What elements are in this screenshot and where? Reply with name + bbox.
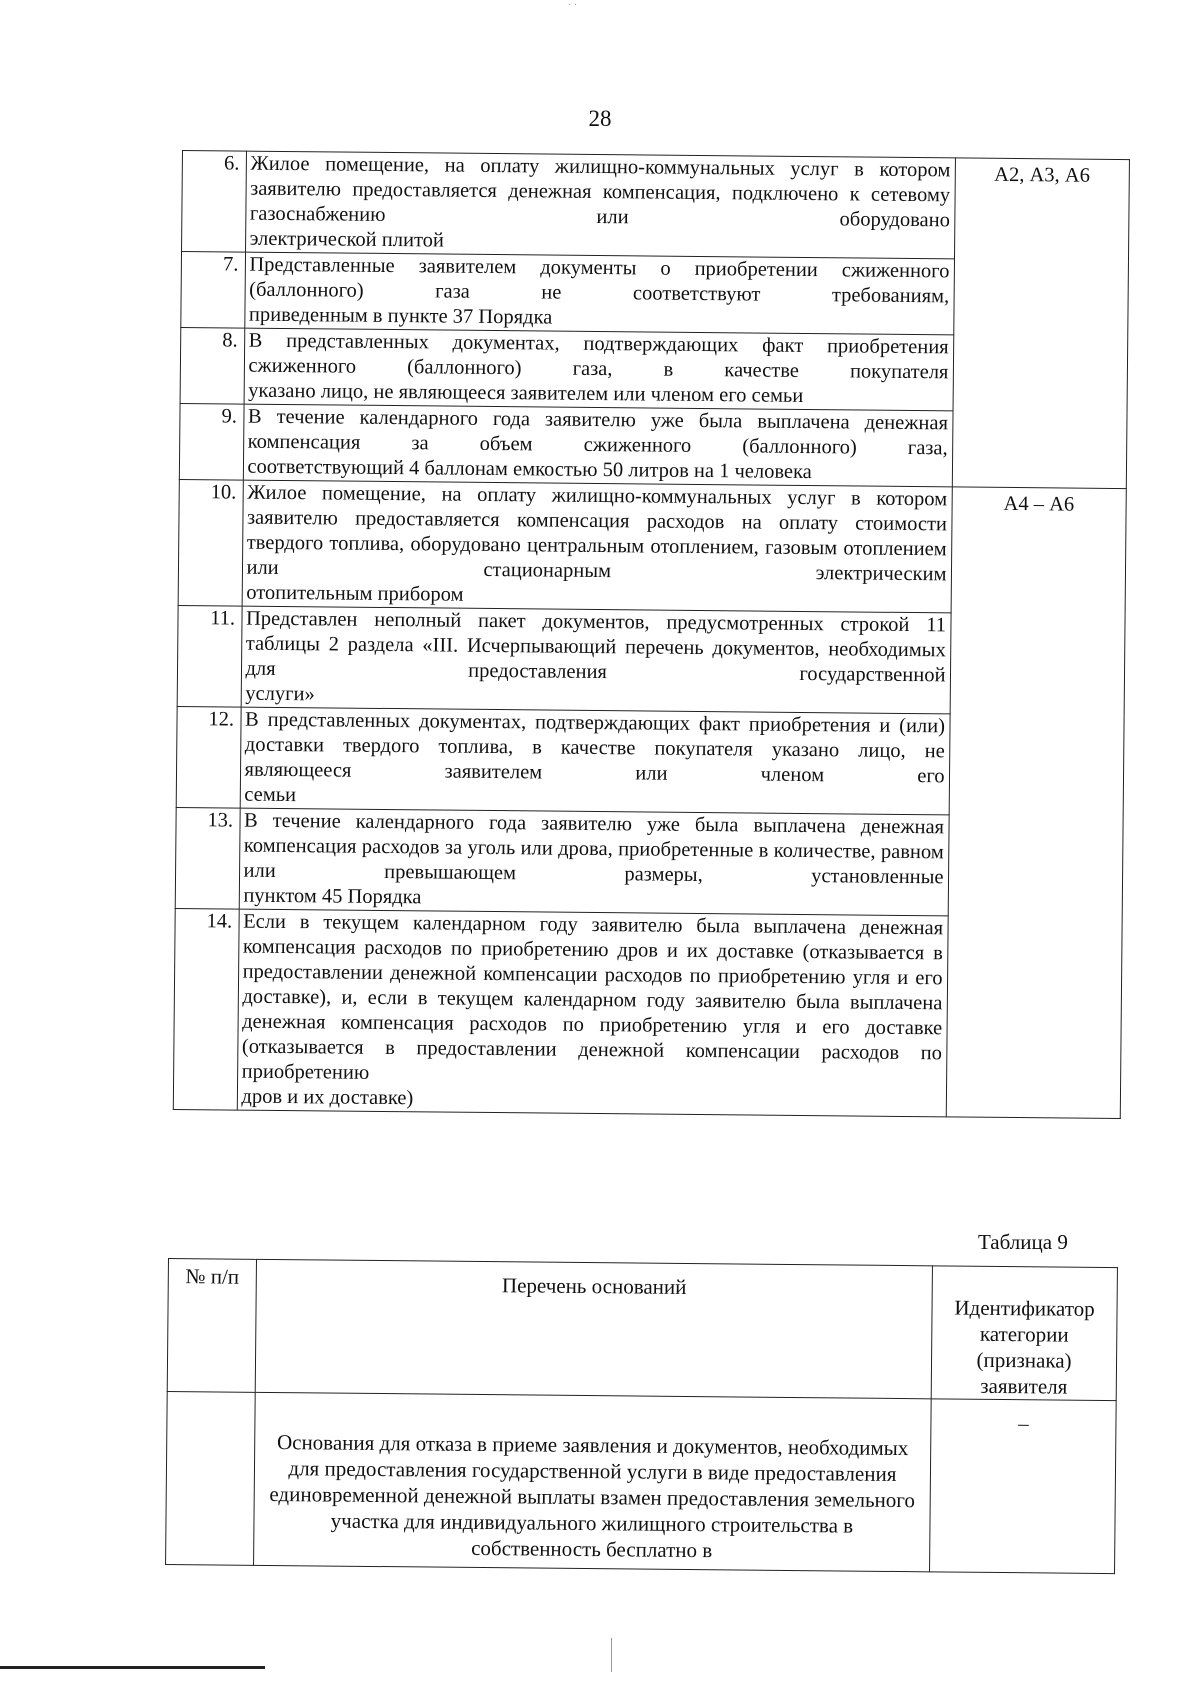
table-header-row <box>167 1259 1117 1401</box>
scan-edge-line <box>0 1666 265 1669</box>
table-row <box>166 1391 1117 1573</box>
row-ground-text <box>244 252 954 335</box>
scan-mark: · · <box>568 0 578 11</box>
ground-text-last-line: указано лицо, не являющееся заявителем или членом его семьи <box>248 379 804 407</box>
table-row <box>178 479 1126 614</box>
row-ground-text <box>237 909 948 1117</box>
ground-text-last-line: электрической плитой <box>249 227 445 252</box>
row-number: 13. <box>175 807 239 909</box>
ground-text-last-line: соответствующий 4 баллонам емкостью 50 литров на 1 человека <box>247 455 812 484</box>
row-category-id: А4 – А6 <box>946 487 1127 1119</box>
row-ground-text <box>241 606 951 714</box>
page-number: 28 <box>588 106 612 131</box>
row-ground-text <box>242 480 952 613</box>
row-ground-text <box>239 808 949 916</box>
ground-text: В течение календарного года заявителю уже была выплачена денежная компенсация за объем сжиженного (баллонного) газа, <box>247 405 949 460</box>
ground-text-last-line: услуги» <box>245 682 315 706</box>
ground-text: В течение календарного года заявителю уже была выплачена денежная компенсация расходов за уголь или дрова, приобретенные в количестве, равном или превышающем размеры, установленные <box>243 809 945 889</box>
row-number: 12. <box>176 706 240 808</box>
ground-text: Представленные заявителем документы о приобретении сжиженного (баллонного) газа не соответствуют требованиям, <box>249 253 950 308</box>
ground-text: Если в текущем календарном году заявителю была выплачена денежная компенсация расходов по приобретению дров и их доставке (отказывается в предоставлении денежной компенсации расходов по приобретению угля и его доставке), и, если в текущем календарном году заявителю была выплачена денежная компенсация расходов по приобретению угля и его доставке (отказывается в предоставлении денежной компенсации расходов по приобретению <box>241 910 944 1084</box>
row-ground-text <box>244 328 954 411</box>
row-number: 11. <box>177 605 241 707</box>
grounds-table-continued <box>173 150 1130 1119</box>
row-number: 7. <box>181 252 245 329</box>
row-ground-text <box>243 404 953 487</box>
row-category: – <box>930 1399 1117 1574</box>
row-number: 8. <box>180 327 244 404</box>
scan-mark-bottom <box>611 1638 612 1672</box>
row-number: 14. <box>173 908 238 1110</box>
ground-text: Жилое помещение, на оплату жилищно-коммунальных услуг в котором заявителю предоставляется компенсация расходов на оплату стоимости твердого топлива, оборудовано центральным отоплением, газовым отоплением или стационарным электрическим <box>246 481 948 586</box>
ground-text-last-line: отопительным прибором <box>246 581 464 606</box>
section-heading: Основания для отказа в приеме заявления и документов, необходимых для предоставления государственной услуги в виде предоставления единовременной денежной выплаты взамен предоставления земельного участка для индивидуального жилищного строительства в собственность бесплатно в <box>253 1392 931 1571</box>
table-caption: Таблица 9 <box>978 1230 1068 1254</box>
header-grounds-list: Перечень оснований <box>255 1259 932 1398</box>
table-9 <box>165 1258 1118 1574</box>
ground-text-last-line: дров и их доставке) <box>241 1085 414 1110</box>
table-row <box>182 151 1130 261</box>
ground-text: Представлен неполный пакет документов, предусмотренных строкой 11 таблицы 2 раздела «III. Исчерпывающий перечень документов, необходимых для предоставления государственной <box>245 607 947 687</box>
ground-text: В представленных документах, подтверждающих факт приобретения сжиженного (баллонного) газа, в качестве покупателя <box>248 329 949 384</box>
row-number: 6. <box>182 151 246 253</box>
header-number: № п/п <box>167 1259 256 1393</box>
ground-text-last-line: семьи <box>244 783 297 807</box>
row-category-id: А2, А3, А6 <box>952 158 1130 489</box>
row-ground-text <box>245 151 955 259</box>
ground-text-last-line: пунктом 45 Порядка <box>243 884 422 909</box>
row-number <box>166 1391 256 1565</box>
ground-text: В представленных документах, подтверждающих факт приобретения и (или) доставки твердого топлива, в качестве покупателя указано лицо, не являющееся заявителем или членом его <box>244 708 946 788</box>
ground-text-last-line: приведенным в пункте 37 Порядка <box>248 303 553 329</box>
ground-text: Жилое помещение, на оплату жилищно-коммунальных услуг в котором заявителю предоставляется денежная компенсация, подключено к сетевому газоснабжению или оборудовано <box>249 152 951 232</box>
row-number: 10. <box>178 479 243 606</box>
row-ground-text <box>240 707 950 815</box>
header-category-id: Идентификатор категории (признака) заявителя <box>931 1266 1117 1401</box>
row-number: 9. <box>179 403 243 480</box>
